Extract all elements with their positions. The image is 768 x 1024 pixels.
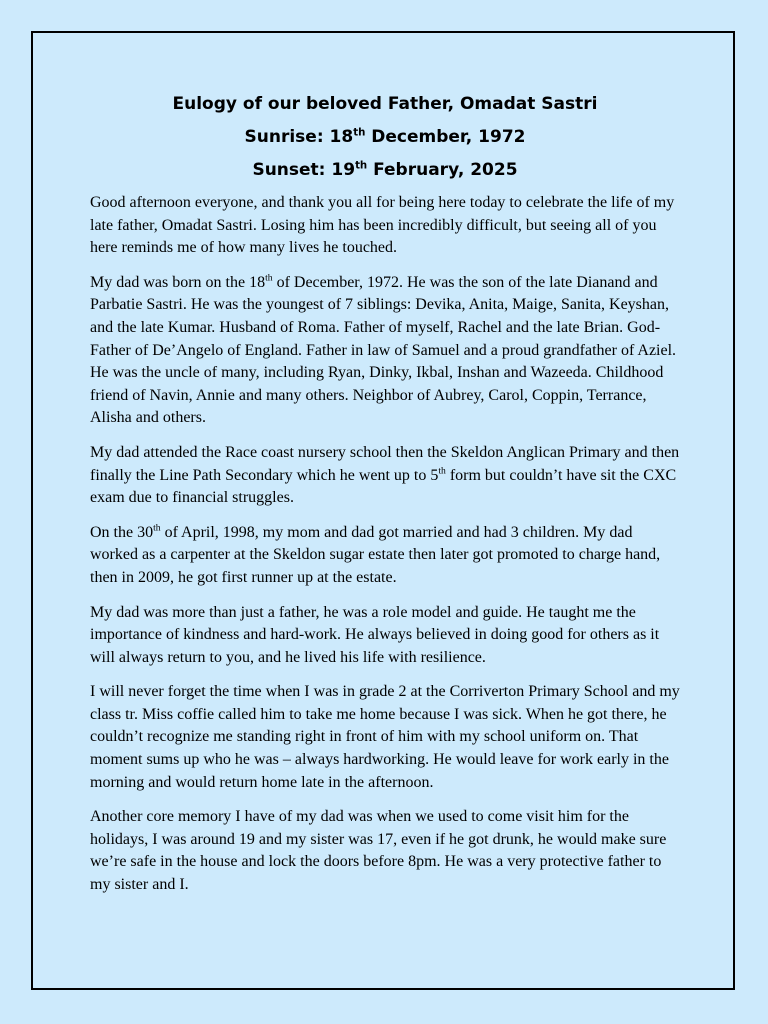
paragraph-education bbox=[90, 442, 680, 510]
sunset-date bbox=[90, 159, 680, 181]
sunset-text-rest: February, 2025 bbox=[367, 160, 518, 180]
paragraph-education-text: My dad attended the Race coast nursery school then the Skeldon Anglican Primary and then finally the Line Path Secondary which he went up to 5 bbox=[90, 443, 680, 484]
sunset-ordinal: th bbox=[355, 160, 368, 172]
paragraph-marriage-text-rest: of April, 1998, my mom and dad got married and had 3 children. My dad worked as a carpenter at the Skeldon sugar estate then later got promoted to charge hand, then in 2009, he got first runner up at the estate. bbox=[90, 523, 661, 586]
paragraph-marriage-ordinal: th bbox=[153, 522, 161, 534]
paragraph-family-text: My dad was born on the 18 bbox=[90, 273, 266, 291]
paragraph-opening: Good afternoon everyone, and thank you all for being here today to celebrate the life of my late father, Omadat Sastri. Losing him has been incredibly difficult, but seeing all of you here reminds me of how many lives he touched. bbox=[90, 194, 675, 257]
paragraph-marriage-work bbox=[90, 522, 680, 590]
paragraph-education-text-rest: form but couldn’t have sit the CXC exam due to financial struggles. bbox=[90, 466, 677, 507]
sunset-text: Sunset: 19 bbox=[252, 160, 356, 180]
paragraph-memory-school: I will never forget the time when I was in grade 2 at the Corriverton Primary School and my class tr. Miss coffie called him to take me home because I was sick. When he got there, he couldn’t recognize me standing right in front of him with my school uniform on. That moment sums up who he was – always hardworking. He would leave for work early in the morning and would return home late in the afternoon. bbox=[90, 683, 680, 791]
eulogy-document bbox=[90, 93, 680, 909]
paragraph-family-ordinal: th bbox=[265, 272, 273, 284]
paragraph-education-ordinal: th bbox=[438, 465, 446, 477]
paragraph-role-model: My dad was more than just a father, he was a role model and guide. He taught me the importance of kindness and hard-work. He always believed in doing good for others as it will always return to you, and he lived his life with resilience. bbox=[90, 603, 660, 666]
sunrise-text-rest: December, 1972 bbox=[365, 127, 526, 147]
paragraph-memory-holidays: Another core memory I have of my dad was when we used to come visit him for the holidays, I was around 19 and my sister was 17, even if he got drunk, he would make sure we’re safe in the house and lock the doors before 8pm. He was a very protective father to my sister and I. bbox=[90, 808, 667, 894]
sunrise-ordinal: th bbox=[353, 127, 366, 139]
paragraph-family bbox=[90, 272, 680, 430]
document-title: Eulogy of our beloved Father, Omadat Sastri bbox=[172, 94, 598, 114]
paragraph-marriage-text: On the 30 bbox=[90, 523, 154, 541]
sunrise-date bbox=[90, 126, 680, 148]
sunrise-text: Sunrise: 18 bbox=[244, 127, 354, 147]
paragraph-family-text-rest: of December, 1972. He was the son of the late Dianand and Parbatie Sastri. He was the youngest of 7 siblings: Devika, Anita, Maige, Sanita, Keyshan, and the late Kumar. Husband of Roma. Father of myself, Rachel and the late Brian. God-Father of De’Angelo of England. Father in law of Samuel and a proud grandfather of Aziel. He was the uncle of many, including Ryan, Dinky, Ikbal, Inshan and Wazeeda. Childhood friend of Navin, Annie and many others. Neighbor of Aubrey, Carol, Coppin, Terrance, Alisha and others. bbox=[90, 273, 677, 427]
